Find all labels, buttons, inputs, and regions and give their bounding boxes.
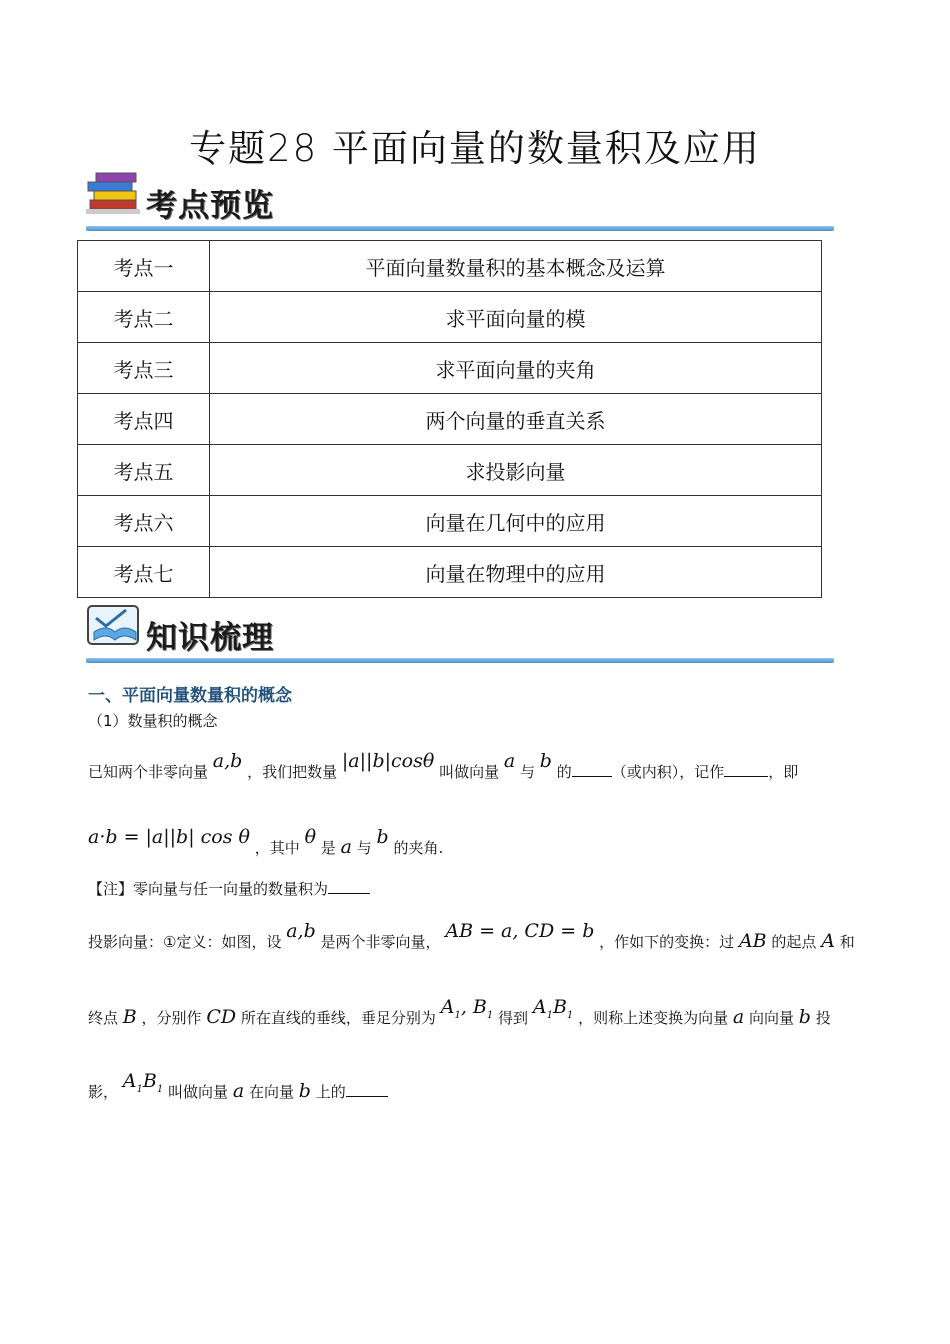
topic-key: 考点六 bbox=[78, 496, 210, 547]
math-ab: a,b bbox=[212, 750, 243, 772]
topic-title: 求平面向量的模 bbox=[210, 292, 822, 343]
section-banner-preview bbox=[86, 170, 834, 236]
math-CD: CD bbox=[206, 1006, 237, 1028]
banner-label: 知识梳理 bbox=[146, 620, 274, 656]
math-equation: AB = a, CD = b bbox=[445, 920, 595, 942]
topic-key: 考点七 bbox=[78, 547, 210, 598]
definition-line-2: a·b = |a||b| cos θ ，其中 θ 是 a 与 b 的夹角. bbox=[88, 826, 444, 858]
table-row bbox=[78, 547, 822, 598]
fill-blank bbox=[724, 776, 768, 777]
topic-title: 向量在物理中的应用 bbox=[210, 547, 822, 598]
fill-blank bbox=[346, 1096, 388, 1097]
topic-title: 求投影向量 bbox=[210, 445, 822, 496]
table-row bbox=[78, 292, 822, 343]
topic-table bbox=[77, 240, 822, 598]
projection-line-2: 终点 B ，分别作 CD 所在直线的垂线，垂足分别为 $A_1$, $B_1$ 得到 $A_1B_1$ ，则称上述变换为向量 a 向向量 b 投 bbox=[88, 996, 831, 1028]
math-a: a bbox=[340, 836, 352, 858]
subheading: （1）数量积的概念 bbox=[88, 712, 218, 730]
math-expression: |a||b|cosθ bbox=[341, 750, 435, 772]
note-line: 【注】零向量与任一向量的数量积为 bbox=[88, 878, 370, 899]
math-A1B1-segment: $A_1B_1$ bbox=[532, 996, 574, 1021]
math-theta: θ bbox=[304, 826, 317, 848]
table-row bbox=[78, 496, 822, 547]
math-expression: a·b = |a||b| cos θ bbox=[88, 826, 250, 848]
table-row bbox=[78, 343, 822, 394]
math-AB: AB bbox=[738, 930, 767, 952]
banner-divider bbox=[86, 658, 834, 663]
section-banner-knowledge bbox=[86, 602, 834, 668]
table-row bbox=[78, 445, 822, 496]
topic-title: 向量在几何中的应用 bbox=[210, 496, 822, 547]
definition-line-1: 已知两个非零向量 a,b ，我们把数量 |a||b|cosθ 叫做向量 a 与 b 的 （或内积），记作 ，即 bbox=[88, 750, 799, 781]
fill-blank bbox=[328, 893, 370, 894]
math-b: b bbox=[376, 826, 389, 848]
topic-key: 考点三 bbox=[78, 343, 210, 394]
projection-line-1: 投影向量：①定义：如图，设 a,b 是两个非零向量， AB = a, CD = b ，作如下的变换：过 AB 的起点 A 和 bbox=[88, 920, 855, 952]
projection-line-3: 影， $A_1B_1$ 叫做向量 a 在向量 b 上的 bbox=[88, 1080, 388, 1105]
math-a: a bbox=[232, 1080, 245, 1102]
topic-key: 考点一 bbox=[78, 241, 210, 292]
math-a: a bbox=[503, 750, 516, 772]
math-A: A bbox=[821, 930, 835, 952]
math-a: a bbox=[732, 1006, 745, 1028]
math-B: B bbox=[122, 1006, 137, 1028]
math-ab: a,b bbox=[286, 920, 316, 942]
topic-key: 考点二 bbox=[78, 292, 210, 343]
page-title: 专题28 平面向量的数量积及应用 bbox=[189, 127, 761, 170]
topic-title: 平面向量数量积的基本概念及运算 bbox=[210, 241, 822, 292]
math-b: b bbox=[298, 1080, 311, 1102]
math-A1B1-segment: $A_1B_1$ bbox=[122, 1070, 164, 1095]
table-row bbox=[78, 394, 822, 445]
math-b: b bbox=[539, 750, 552, 772]
topic-key: 考点五 bbox=[78, 445, 210, 496]
math-b: b bbox=[798, 1006, 811, 1028]
topic-key: 考点四 bbox=[78, 394, 210, 445]
fill-blank bbox=[572, 776, 612, 777]
banner-label: 考点预览 bbox=[146, 188, 274, 224]
banner-divider bbox=[86, 226, 834, 231]
math-A1B1: $A_1$, $B_1$ bbox=[440, 996, 494, 1021]
topic-title: 两个向量的垂直关系 bbox=[210, 394, 822, 445]
books-icon bbox=[86, 170, 144, 218]
section-heading: 一、平面向量数量积的概念 bbox=[88, 686, 292, 706]
table-row bbox=[78, 241, 822, 292]
open-book-icon bbox=[86, 602, 144, 650]
topic-title: 求平面向量的夹角 bbox=[210, 343, 822, 394]
